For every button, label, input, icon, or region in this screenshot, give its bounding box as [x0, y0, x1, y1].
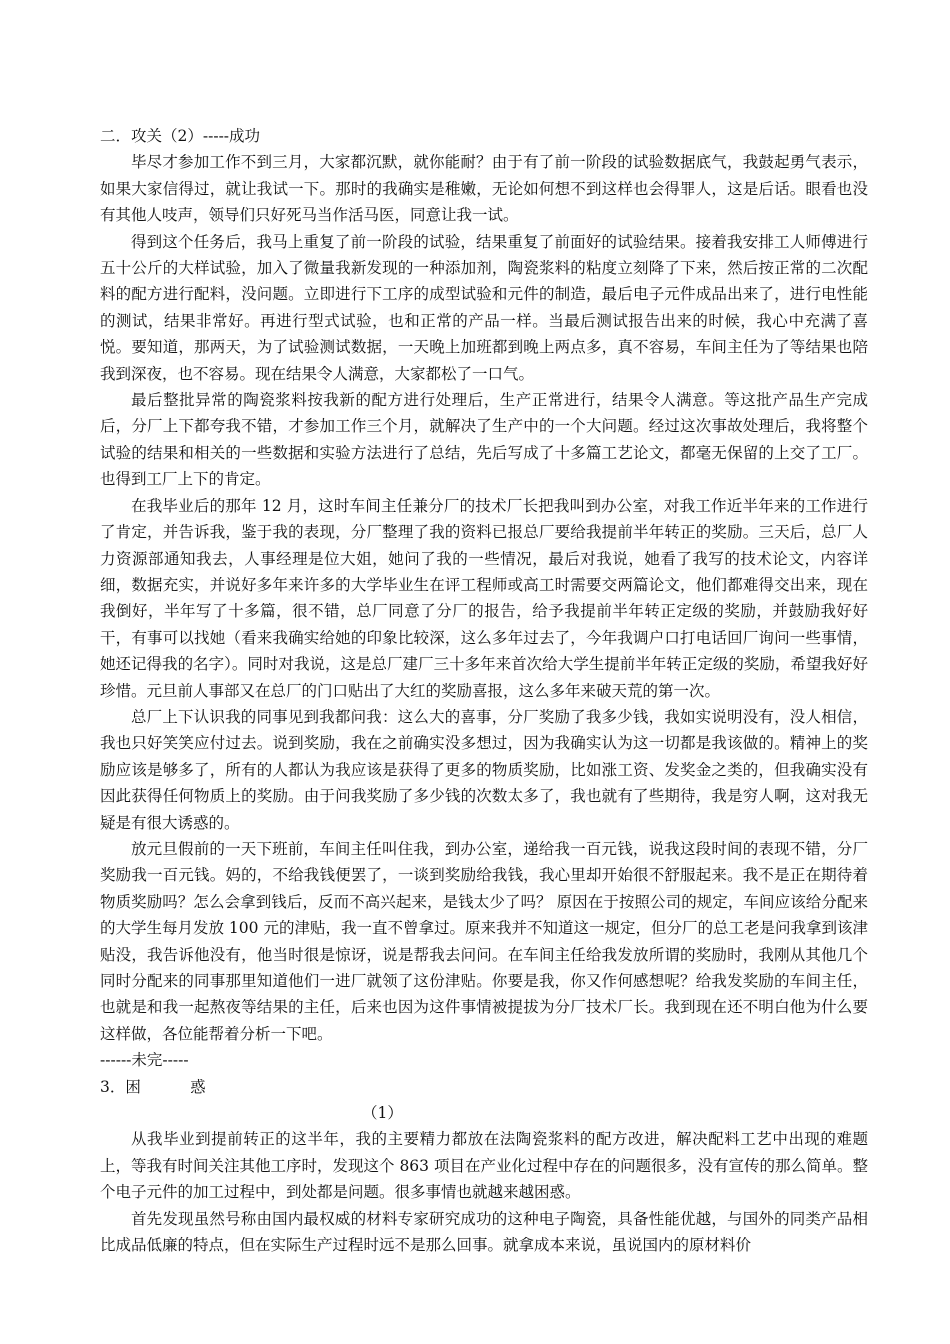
document-page	[100, 123, 868, 1258]
paragraph: 首先发现虽然号称由国内最权威的材料专家研究成功的这种电子陶瓷，具备性能优越，与国外的同类产品相比成品低廉的特点，但在实际生产过程时远不是那么回事。就拿成本来说，虽说国内的原材料价	[100, 1209, 868, 1255]
paragraph: 最后整批异常的陶瓷浆料按我新的配方进行处理后，生产正常进行，结果令人满意。等这批产品生产完成后，分厂上下都夸我不错，才参加工作三个月，就解决了生产中的一个大问题。经过这次事故处理后，我将整个试验的结果和相关的一些数据和实验方法进行了总结，先后写成了十多篇工艺论文，都毫无保留的上交了工厂。也得到工厂上下的肯定。	[100, 391, 868, 489]
paragraph: 总厂上下认识我的同事见到我都问我：这么大的喜事，分厂奖励了我多少钱，我如实说明没有，没人相信，我也只好笑笑应付过去。说到奖励，我在之前确实没多想过，因为我确实认为这一切都是我该做的。精神上的奖励应该是够多了，所有的人都认为我应该是获得了更多的物质奖励，比如涨工资、发奖金之类的，但我确实没有因此获得任何物质上的奖励。由于问我奖励了多少钱的次数太多了，我也就有了些期待，我是穷人啊，这对我无疑是有很大诱惑的。	[100, 707, 868, 832]
section-3-subheading: （1）	[362, 1104, 403, 1123]
section-2-heading: 二．攻关（2）-----成功	[100, 127, 261, 145]
section-3-heading: 3．困 惑	[100, 1077, 206, 1096]
paragraph: 从我毕业到提前转正的这半年，我的主要精力都放在法陶瓷浆料的配方改进，解决配料工艺中出现的难题上，等我有时间关注其他工序时，发现这个 863 项目在产业化过程中存在的问题很多，没有宣传的那么简单。整个电子元件的加工过程中，到处都是问题。很多事情也就越来越困惑。	[100, 1130, 868, 1202]
paragraph: 得到这个任务后，我马上重复了前一阶段的试验，结果重复了前面好的试验结果。接着我安排工人师傅进行五十公斤的大样试验，加入了微量我新发现的一种添加剂，陶瓷浆料的粘度立刻降了下来，然后按正常的二次配料的配方进行配料，没问题。立即进行下工序的成型试验和元件的制造，最后电子元件成品出来了，进行电性能的测试，结果非常好。再进行型式试验，也和正常的产品一样。当最后测试报告出来的时候，我心中充满了喜悦。要知道，那两天，为了试验测试数据，一天晚上加班都到晚上两点多，真不容易，车间主任为了等结果也陪我到深夜，也不容易。现在结果令人满意，大家都松了一口气。	[100, 232, 868, 383]
paragraph: 毕尽才参加工作不到三月，大家都沉默，就你能耐？由于有了前一阶段的试验数据底气，我鼓起勇气表示，如果大家信得过，就让我试一下。那时的我确实是稚嫩，无论如何想不到这样也会得罪人，这是后话。眼看也没有其他人吱声，领导们只好死马当作活马医，同意让我一试。	[100, 153, 868, 225]
to-be-continued-marker: ------未完-----	[100, 1051, 189, 1070]
paragraph: 在我毕业后的那年 12 月，这时车间主任兼分厂的技术厂长把我叫到办公室，对我工作近半年来的工作进行了肯定，并告诉我，鉴于我的表现，分厂整理了我的资料已报总厂要给我提前半年转正的奖励。三天后，总厂人力资源部通知我去，人事经理是位大姐，她问了我的一些情况，最后对我说，她看了我写的技术论文，内容详细，数据充实，并说好多年来许多的大学毕业生在评工程师或高工时需要交两篇论文，他们都难得交出来，现在我倒好，半年写了十多篇，很不错，总厂同意了分厂的报告，给予我提前半年转正定级的奖励，并鼓励我好好干，有事可以找她（看来我确实给她的印象比较深，这么多年过去了，今年我调户口打电话回厂询问一些事情，她还记得我的名字）。同时对我说，这是总厂建厂三十多年来首次给大学生提前半年转正定级的奖励，希望我好好珍惜。元旦前人事部又在总厂的门口贴出了大红的奖励喜报，这么多年来破天荒的第一次。	[100, 496, 868, 700]
paragraph: 放元旦假前的一天下班前，车间主任叫住我，到办公室，递给我一百元钱，说我这段时间的表现不错，分厂奖励我一百元钱。妈的，不给我钱便罢了，一谈到奖励给我钱，我心里却开始很不舒服起来。我不是正在期待着物质奖励吗？怎么会拿到钱后，反而不高兴起来，是钱太少了吗？ 原因在于按照公司的规定，车间应该给分配来的大学生每月发放 100 元的津贴，我一直不曾拿过。原来我并不知道这一规定，但分厂的总工老是问我拿到该津贴没，我告诉他没有，他当时很是惊讶，说是帮我去问问。在车间主任给我发放所谓的奖励时，我刚从其他几个同时分配来的同事那里知道他们一进厂就领了这份津贴。你要是我，你又作何感想呢？给我发奖励的车间主任，也就是和我一起熬夜等结果的主任，后来也因为这件事情被提拔为分厂技术厂长。我到现在还不明白他为什么要这样做，各位能帮着分析一下吧。	[100, 839, 868, 1043]
